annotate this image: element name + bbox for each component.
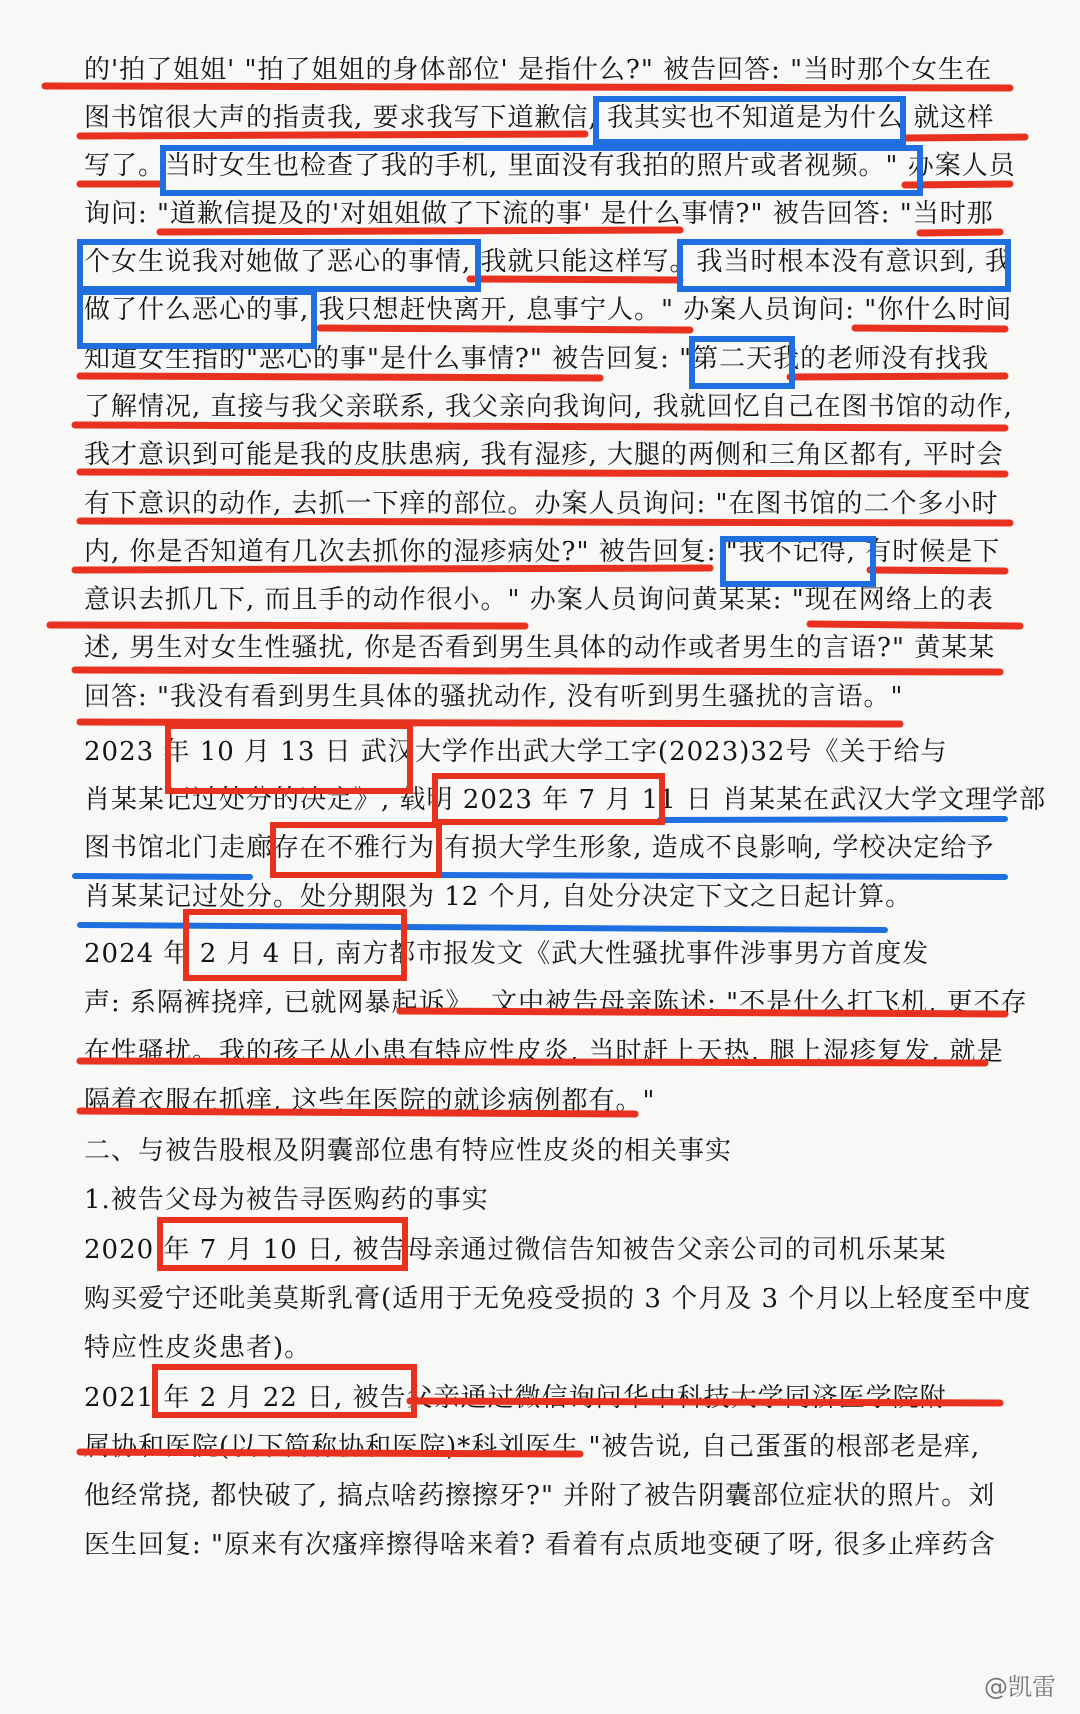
document-line: 属协和医院(以下简称协和医院)*科刘医生 "被告说, 自己蛋蛋的根部老是痒, [84, 1432, 981, 1462]
red-underline [905, 137, 1025, 138]
blue-underline [660, 819, 1005, 820]
red-underline [80, 472, 1005, 474]
red-underline [75, 425, 1005, 428]
red-underline [80, 521, 1010, 523]
document-line: 二、与被告股根及阴囊部位患有特应性皮炎的相关事实 [84, 1136, 733, 1166]
document-line: 知道女生指的"恶心的事"是什么事情?" 被告回复: "第二天我的老师没有找我 [84, 344, 990, 374]
red-underline [855, 328, 1005, 329]
document-line: 1.被告父母为被告寻医购药的事实 [84, 1185, 489, 1215]
document-line: 2024 年 2 月 4 日, 南方都市报发文《武大性骚扰事件涉事男方首度发 [84, 939, 930, 969]
red-underline [50, 625, 525, 626]
red-underline [80, 722, 900, 724]
document-line: 内, 你是否知道有几次去抓你的湿疹病处?" 被告回复: "我不记得, 有时候是下 [84, 537, 1001, 567]
blue-underline [75, 876, 250, 877]
document-line: 2023 年 10 月 13 日 武汉大学作出武大学工字(2023)32号《关于给与 [84, 737, 948, 767]
red-underline [870, 570, 1005, 571]
document-line: 述, 男生对女生性骚扰, 你是否看到男生具体的动作或者男生的言语?" 黄某某 [84, 633, 996, 663]
document-line: 图书馆很大声的指责我, 要求我写下道歉信, 我其实也不知道是为什么 就这样 [84, 103, 995, 133]
red-underline [920, 232, 1000, 233]
document-line: 2021 年 2 月 22 日, 被告父亲通过微信询问华中科技大学同济医学院附 [84, 1383, 947, 1413]
document-line: 询问: "道歉信提及的'对姐姐做了下流的事' 是什么事情?" 被告回答: "当时那 [84, 199, 994, 229]
document-line: 写了。当时女生也检查了我的手机, 里面没有我拍的照片或者视频。" 办案人员 [84, 151, 1016, 181]
document-line: 了解情况, 直接与我父亲联系, 我父亲向我询问, 我就回忆自己在图书馆的动作, [84, 392, 1013, 422]
document-line: 购买爱宁还吡美莫斯乳膏(适用于无免疫受损的 3 个月及 3 个月以上轻度至中度 [84, 1284, 1032, 1314]
document-line: 肖某某记过处分。处分期限为 12 个月, 自处分决定下文之日起计算。 [84, 882, 913, 912]
red-underline [320, 328, 690, 330]
document-line: 他经常挠, 都快破了, 搞点啥药擦擦牙?" 并附了被告阴囊部位症状的照片。刘 [84, 1481, 996, 1511]
document-line: 意识去抓几下, 而且手的动作很小。" 办案人员询问黄某某: "现在网络上的表 [84, 585, 994, 615]
document-line: 隔着衣服在抓痒, 这些年医院的就诊病例都有。" [84, 1086, 656, 1116]
red-underline [75, 670, 1000, 672]
red-underline [810, 624, 1020, 626]
document-line: 声: 系隔裤挠痒, 已就网暴起诉》, 文中被告母亲陈述: "不是什么打飞机, 更不存 [84, 988, 1028, 1018]
document-line: 图书馆北门走廊存在不雅行为 有损大学生形象, 造成不良影响, 学校决定给予 [84, 833, 995, 863]
red-underline [470, 279, 680, 280]
document-line: 回答: "我没有看到男生具体的骚扰动作, 没有听到男生骚扰的言语。" [84, 682, 904, 712]
document-line: 2020 年 7 月 10 日, 被告母亲通过微信告知被告父亲公司的司机乐某某 [84, 1235, 947, 1265]
red-underline [790, 376, 1005, 377]
document-line: 个女生说我对她做了恶心的事情, 我就只能这样写。我当时根本没有意识到, 我 [84, 247, 1013, 277]
document-line: 做了什么恶心的事, 我只想赶快离开, 息事宁人。" 办案人员询问: "你什么时间 [84, 295, 1013, 325]
document-line: 在性骚扰。我的孩子从小患有特应性皮炎, 当时赶上天热, 腿上湿疹复发, 就是 [84, 1037, 1004, 1067]
red-underline [905, 184, 1010, 185]
document-line: 医生回复: "原来有次瘙痒擦得啥来着? 看着有点质地变硬了呀, 很多止痒药含 [84, 1530, 996, 1560]
red-underline [80, 376, 600, 378]
document-line: 我才意识到可能是我的皮肤患病, 我有湿疹, 大腿的两侧和三角区都有, 平时会 [84, 440, 1004, 470]
blue-underline [80, 925, 885, 930]
blue-underline [440, 875, 1005, 877]
document-line: 肖某某记过处分的决定》, 载明 2023 年 7 月 11 日 肖某某在武汉大学文理学部 [84, 785, 1047, 815]
document-line: 有下意识的动作, 去抓一下痒的部位。办案人员询问: "在图书馆的二个多小时 [84, 489, 999, 519]
weibo-watermark: @凯雷 [984, 1673, 1056, 1701]
document-line: 特应性皮炎患者)。 [84, 1333, 312, 1363]
document-line: 的'拍了姐姐' "拍了姐姐的身体部位' 是指什么?" 被告回答: "当时那个女生在 [84, 55, 993, 85]
